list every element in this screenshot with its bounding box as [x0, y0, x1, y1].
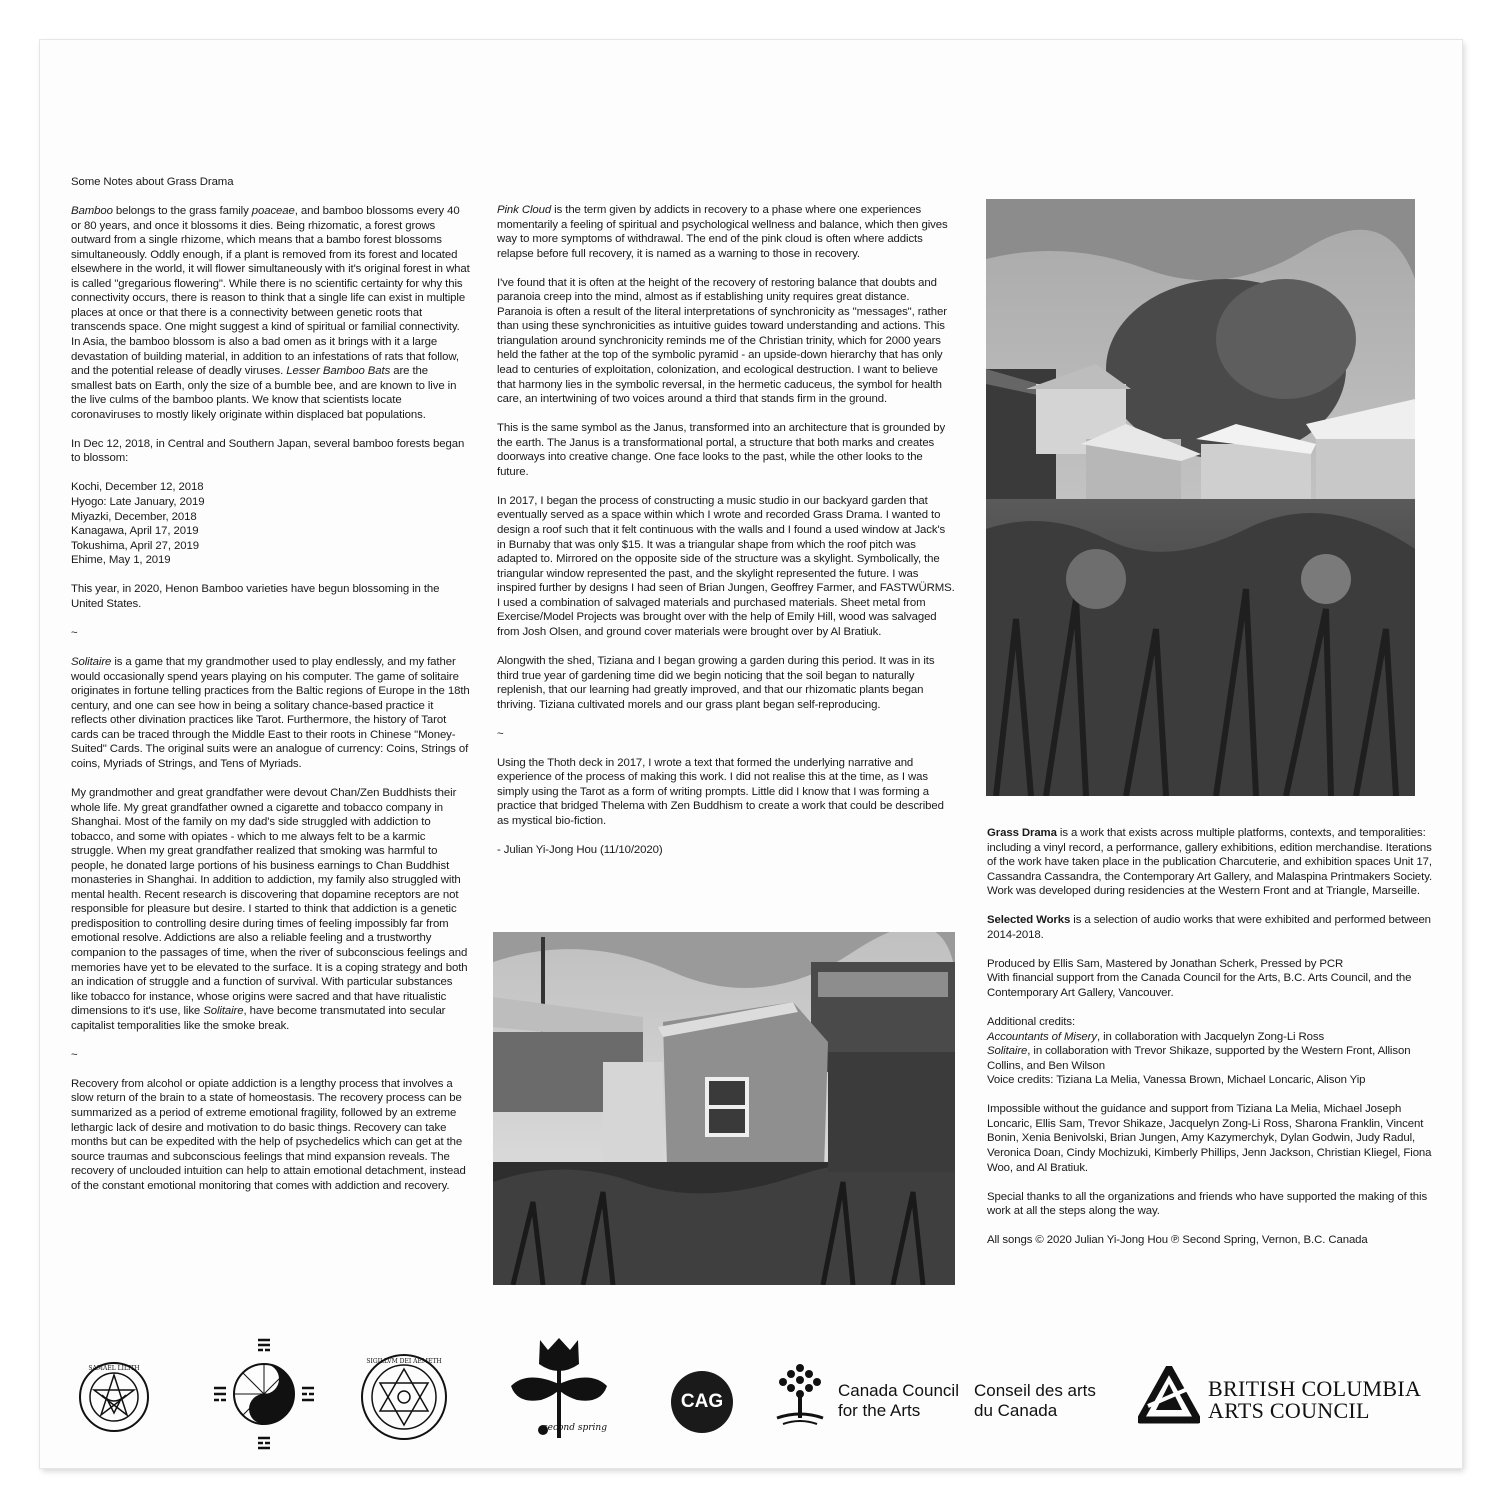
- text-run: , have become transmutated into secular capitalist temporalities like the smoke break.: [71, 1005, 446, 1032]
- paragraph-solitaire: [71, 655, 471, 771]
- credits-heading: Additional credits:: [987, 1016, 1076, 1029]
- canada-council-english: [838, 1381, 959, 1421]
- second-spring-flower-logo: [507, 1334, 611, 1450]
- paragraph-henon: This year, in 2020, Henon Bamboo varieties have begun blossoming in the United States.: [71, 583, 440, 610]
- italic-term: Solitaire: [987, 1045, 1028, 1058]
- paragraph-thanks-people: Impossible without the guidance and support from Tiziana La Melia, Michael Joseph Loncaric, Ellis Sam, Trevor Shikaze, Jacquelyn Zong-Li Ross, Sharona Franklin, Vincent Bonin, Xenia Benivolski, Brian Jungen, Amy Kazymerchyk, Dylan Godwin, Judy Radul, Veronica Doan, Cindy Mochizuki, Kimberly Phillips, Jenn Jackson, Christian Kliegel, Fiona Woo, and Al Bratiuk.: [987, 1103, 1432, 1174]
- date-item: Kanagawa, April 17, 2019: [71, 525, 199, 538]
- text-run: Produced by Ellis Sam, Mastered by Jonathan Scherk, Pressed by PCR: [987, 957, 1344, 970]
- italic-term: Solitaire: [71, 656, 112, 669]
- cc-fr-line2: du Canada: [974, 1401, 1058, 1420]
- paragraph-janus: This is the same symbol as the Janus, transformed into an architecture that is grounded by the earth. The Janus is a transformational portal, a structure that both marks and creates doorways into creative change. One face looks to the past, while the other looks to the future.: [497, 422, 946, 478]
- italic-term: Pink Cloud: [497, 204, 552, 216]
- italic-term: poaceae: [251, 205, 295, 218]
- copyright-line: All songs © 2020 Julian Yi-Jong Hou ℗ Second Spring, Vernon, B.C. Canada: [987, 1234, 1368, 1247]
- paragraph-paranoia: I've found that it is often at the height of the recovery of restoring balance that doubts and paranoia creep into the mind, almost as if establishing unity requires great distance. Paranoia is often a result of the literal interpretations of synchronicity as "messages", rather than using these synchronicities as intuitive guides toward understanding and actions. This triangulation around synchronicity reminds me of the Christian trinity, which for 2000 years held the father at the top of the symbolic pyramid - an upside-down hierarchy that has only lead to centuries of exploitation, colonization, and ecological destruction. I want to believe that harmony lies in the symbolic reversal, in the hermetic caduceus, the symbol for health care, an intertwining of two voices around a third that stands firm in the ground.: [497, 276, 947, 406]
- cc-en-line1: Canada Council: [838, 1381, 959, 1400]
- paragraph-recovery: Recovery from alcohol or opiate addiction is a lengthy process that involves a slow return of the brain to a state of homeostasis. The recovery process can be summarized as a period of extreme emotional fragility, followed by an extreme lethargic lack of desire and motivation to do basic things. Recovery can take months but can be expedited with the help of psychedelics which can get at the source traumas and subconscious feelings that mind expansion reveals. The recovery of unclouded intuition can help to attain emotional detachment, instead of the constant emotional monitoring that comes with addiction and recovery.: [71, 1077, 466, 1192]
- italic-term: Solitaire: [203, 1005, 244, 1018]
- paragraph-studio: In 2017, I began the process of constructing a music studio in our backyard garden that eventually served as a space within which I wrote and recorded Grass Drama. I wanted to design a roof such that it felt continuous with the walls and I found a used window at Jack's in Burnaby that was only $15. It was a triangular shape from which the roof pitch was adapted to. Mirrored on the opposite side of the structure was a skylight. Symbolically, the triangular window represented the past, and the skylight represented the future. I was inspired further by designs I had seen of Brian Jungen, Geoffrey Farmer, and FASTWÜRMS. I used a combination of salvaged materials and purchased materials. Sheet metal from Exercise/Model Projects was brought over with the help of Emily Hill, wood was salvaged from Josh Olsen, and ground cover materials were brought over by Al Bratiuk.: [497, 494, 955, 638]
- sigillum-dei-seal-icon: [360, 1353, 448, 1441]
- samael-lilith-seal-icon: [78, 1361, 150, 1433]
- canada-council-french: [974, 1381, 1096, 1421]
- paragraph-pink-cloud: [497, 203, 955, 261]
- studio-shed-photo: [493, 932, 955, 1285]
- date-item: Tokushima, April 27, 2019: [71, 539, 199, 552]
- paragraph-japan: In Dec 12, 2018, in Central and Southern Japan, several bamboo forests began to blossom:: [71, 437, 465, 465]
- album-insert-sheet: [40, 40, 1462, 1468]
- sponsor-logos-row: [40, 1340, 1462, 1450]
- text-column-middle: [497, 203, 955, 872]
- garden-photo-graphic: [986, 199, 1415, 796]
- yin-yang-wheel-icon: [212, 1334, 316, 1454]
- text-run: My grandmother and great grandfather were devout Chan/Zen Buddhists their whole life. My great grandfather owned a cigarette and tobacco company in Shanghai. Most of the family on my dad's side struggled with addiction to tobacco, and some with opiates - which to me always felt to be a karmic struggle. When my great grandfather realized that smoking was harmful to people, he donated large portions of his business earnings to Chan Buddhist monasteries in Shanghai. In addition to addiction, my family also struggled with mental health. Recent research is discovering that dopamine receptors are not responsible for pleasure but desire. I started to think that addiction is a genetic predisposition to controlling desire during times of feeling impossibly far from emotional resolve. Addictions are also a reliable feeling and a trustworthy companion to the passages of time, when the river of subconscious feelings and memories have yet to be elevated to the surface. It is a coping strategy and both an indication of struggle and a function of survival. With particular substances like tobacco for instance, whose origins were sacred and that have ritualistic dimensions to it's use, like: [71, 786, 468, 1018]
- paragraph-garden: Alongwith the shed, Tiziana and I began growing a garden during this period. It was in its third true year of gardening time did we begin noticing that the soil began to naturally replenish, that our learning had greatly improved, and that our rhizomatic plants began thriving. Tiziana cultivated morels and our grass plant began self-reproducing.: [497, 654, 935, 711]
- paragraph-grandmother: [71, 786, 471, 1033]
- text-run: , and bamboo blossoms every 40 or 80 years, and once it blossoms it dies. Being rhizomatic, a forest grows outward from a single rhizome, which means that a bambo forest blossoms simultaneously. Oddly enough, if a plant is removed from its forest and located elsewhere in the world, it will flower simultaneously with it's original forest in what is called "gregarious flowering". While there is no scientific certainty for why this connectivity occurs, there is reason to think that a single life can exist in multiple places at once or that there is a connectivity between genetic roots that transcends space. One might suggest a kind of spiritual or familial connectivity. In Asia, the bamboo blossom is also a bad omen as it brings with it a large devastation of building material, in addition to an infestations of rats that follow, and the potential release of deadly viruses.: [71, 205, 470, 378]
- text-column-right: [987, 826, 1435, 1262]
- shed-photo-graphic: [493, 932, 955, 1285]
- section-divider: ~: [71, 1048, 78, 1061]
- bold-term: Selected Works: [987, 914, 1071, 927]
- signature: - Julian Yi-Jong Hou (11/10/2020): [497, 844, 663, 857]
- text-run: Voice credits: Tiziana La Melia, Vanessa Brown, Michael Loncaric, Alison Yip: [987, 1074, 1366, 1087]
- second-spring-text: second spring: [543, 1423, 607, 1433]
- date-item: Ehime, May 1, 2019: [71, 554, 171, 567]
- section-divider: ~: [497, 727, 504, 740]
- cag-logo: CAG: [671, 1371, 733, 1433]
- date-list: [71, 480, 471, 567]
- text-run: , in collaboration with Trevor Shikaze, supported by the Western Front, Allison Collins, and Ben Wilson: [987, 1045, 1411, 1072]
- bc-line2: ARTS COUNCIL: [1208, 1398, 1370, 1423]
- date-item: Miyazki, December, 2018: [71, 510, 197, 523]
- text-run: belongs to the grass family: [112, 205, 252, 218]
- paragraph-bamboo: [71, 204, 471, 422]
- section-divider: ~: [71, 626, 78, 639]
- italic-term: Bamboo: [71, 205, 113, 218]
- cc-en-line2: for the Arts: [838, 1401, 921, 1420]
- text-run: With financial support from the Canada Council for the Arts, B.C. Arts Council, and the Contemporary Art Gallery, Vancouver.: [987, 972, 1412, 1000]
- paragraph-grass-drama: [987, 826, 1435, 899]
- seal-text: SAMAEL LILITH: [88, 1365, 140, 1372]
- garden-shed-photo: [986, 199, 1415, 796]
- text-run: are the smallest bats on Earth, only the size of a bumble bee, and are known to live in the live culms of the bamboo plants. We know that scientists locate coronaviruses to mostly likely originate within displaced bat populations.: [71, 365, 457, 421]
- paragraph-credits: [987, 1015, 1435, 1088]
- paragraph-production: [987, 957, 1435, 1001]
- page-title: Some Notes about Grass Drama: [71, 176, 234, 188]
- bc-arts-council-triangle-icon: [1138, 1366, 1200, 1424]
- cc-fr-line1: Conseil des arts: [974, 1381, 1096, 1400]
- paragraph-thanks-orgs: Special thanks to all the organizations and friends who have supported the making of this work at all the steps along the way.: [987, 1190, 1428, 1218]
- seal-text: SIGILLVM DEI AEMETH: [366, 1358, 442, 1365]
- bc-arts-council-wordmark: [1208, 1378, 1421, 1422]
- bc-line1: BRITISH COLUMBIA: [1208, 1376, 1422, 1401]
- date-item: Kochi, December 12, 2018: [71, 481, 204, 494]
- canada-council-tree-icon: [773, 1362, 827, 1430]
- text-run: is a work that exists across multiple platforms, contexts, and temporalities: including a vinyl record, a performance, gallery exhibitions, edition merchandise. Iterations of the work have taken place in the publication Charcuterie, and exhibition spaces Unit 17, Cassandra Cassandra, the Contemporary Art Gallery, and Malaspina Printmakers Society. Work was developed during residencies at the Western Front and at Triangle, Marseille.: [987, 827, 1433, 898]
- text-run: is a selection of audio works that were exhibited and performed between 2014-2018.: [987, 914, 1431, 941]
- date-item: Hyogo: Late January, 2019: [71, 496, 205, 509]
- text-run: is the term given by addicts in recovery to a phase where one experiences momentarily a feeling of spiritual and psychological wellness and balance, which then gives way to more symptoms of withdrawal. The end of the pink cloud is often where addicts relapse before full recovery, it is named as a warning to those in recovery.: [497, 204, 948, 260]
- text-run: is a game that my grandmother used to play endlessly, and my father would occasionally spend years playing on his computer. The game of solitaire originates in fortune telling practices from the Baltic regions of Europe in the 18th century, and one can see how in being a solitary chance-based practice it reflects other divination practices like Tarot. Furthermore, the history of Tarot cards can be traced through the Middle East to their roots in Chinese "Money-Suited" Cards. The original suits were an analogue of currency: Coins, Strings of coins, Myriads of Strings, and Tens of Myriads.: [71, 656, 470, 770]
- text-run: , in collaboration with Jacquelyn Zong-Li Ross: [1096, 1030, 1325, 1043]
- paragraph-selected-works: [987, 913, 1435, 942]
- italic-term: Accountants of Misery: [987, 1030, 1097, 1043]
- italic-term: Lesser Bamboo Bats: [286, 365, 391, 378]
- paragraph-thoth: Using the Thoth deck in 2017, I wrote a text that formed the underlying narrative and experience of the process of making this work. I did not realise this at the time, as I was simply using the Tarot as a form of writing prompts. Little did I know that I was forming a practice that bridged Thelema with Zen Buddhism to create a work that could be described as mystical bio-fiction.: [497, 756, 944, 827]
- bold-term: Grass Drama: [987, 827, 1057, 839]
- text-column-left: [71, 175, 471, 1208]
